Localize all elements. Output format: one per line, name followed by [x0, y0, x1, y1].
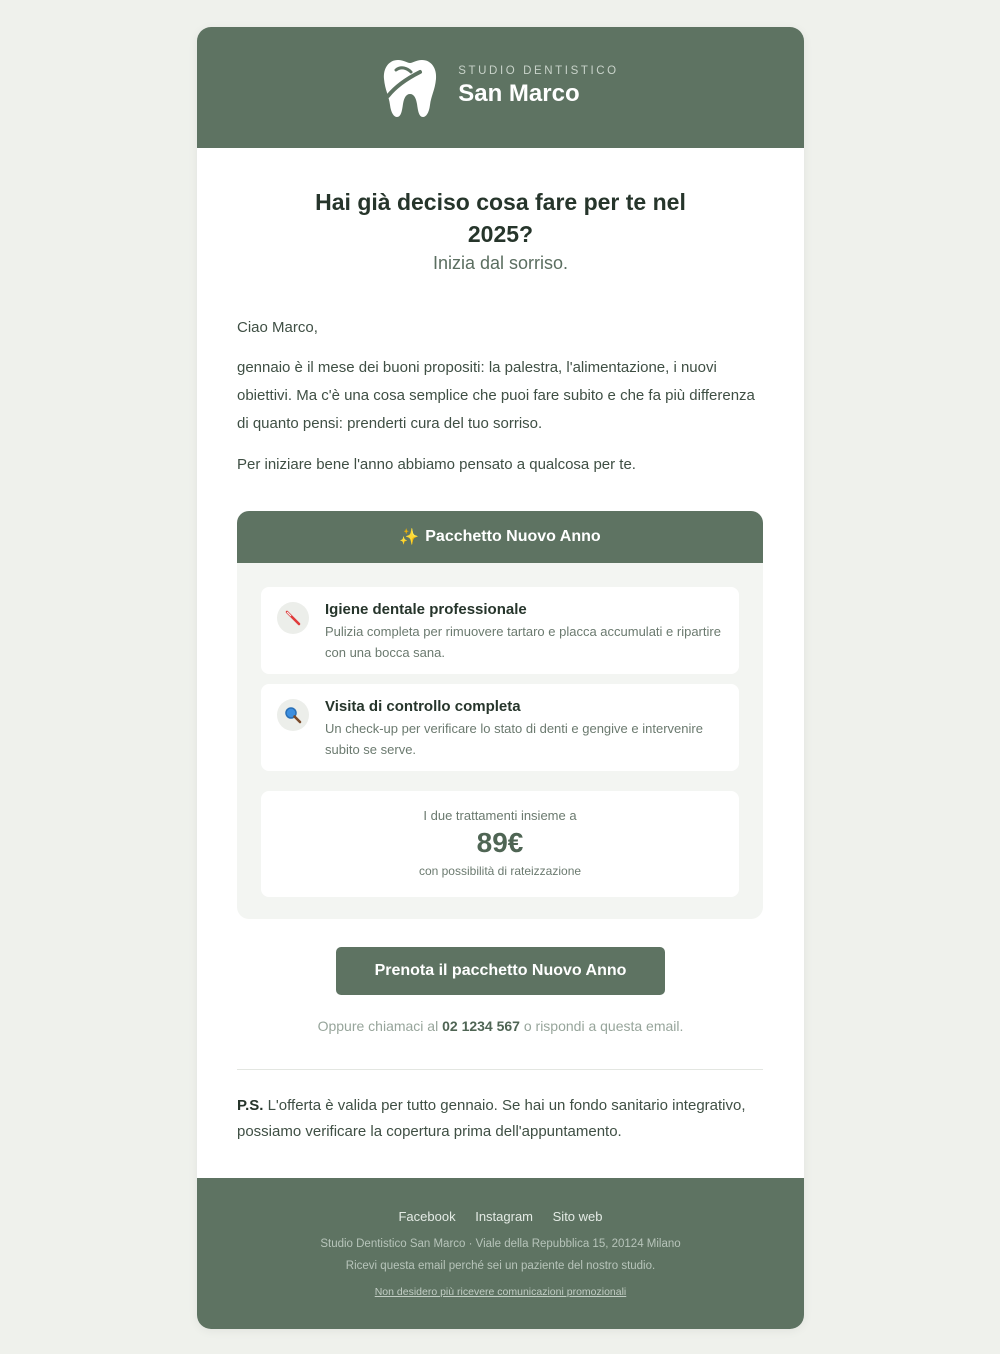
brand-logo — [382, 58, 618, 118]
facebook-link[interactable]: Facebook — [398, 1209, 456, 1224]
magnifier-icon — [277, 699, 309, 731]
brand-text — [458, 64, 619, 108]
price-box — [261, 791, 739, 897]
price-note: con possibilità di rateizzazione — [418, 864, 582, 878]
website-link[interactable]: Sito web — [552, 1209, 603, 1224]
item-description: Pulizia completa per rimuovere tartaro e placca accumulati e ripartire con una bocca sana. — [325, 624, 721, 660]
tooth-icon — [382, 58, 438, 118]
hero-section — [197, 148, 804, 274]
ps-label: P.S. — [237, 1097, 264, 1114]
package-item — [261, 684, 739, 771]
book-package-button[interactable]: Prenota il pacchetto Nuovo Anno — [336, 947, 665, 995]
sparkles-icon: ✨ — [399, 529, 420, 546]
item-title: Visita di controllo completa — [325, 698, 521, 715]
brand-tagline: STUDIO DENTISTICO — [458, 64, 619, 77]
package-item — [261, 587, 739, 674]
footer-reason: Ricevi questa email perché sei un paziente del nostro studio. — [345, 1260, 656, 1272]
package-box — [237, 511, 763, 919]
divider — [237, 1069, 763, 1070]
greeting: Ciao Marco, — [237, 319, 318, 336]
package-items — [237, 563, 763, 897]
offer-lead-paragraph: Per iniziare bene l'anno abbiamo pensato a qualcosa per te. — [237, 456, 636, 473]
toothbrush-icon — [277, 602, 309, 634]
hero-subtitle: Inizia dal sorriso. — [432, 253, 569, 273]
phone-number[interactable]: 02 1234 567 — [442, 1018, 520, 1034]
ps-text: L'offerta è valida per tutto gennaio. Se hai un fondo sanitario integrativo, possiamo verificare la copertura prima dell'appuntamento. — [237, 1097, 746, 1140]
footer-links — [197, 1209, 804, 1224]
email-header — [197, 27, 804, 148]
postscript — [237, 1093, 764, 1145]
brand-name: San Marco — [458, 79, 580, 107]
unsubscribe-link[interactable]: Non desidero più ricevere comunicazioni promozionali — [374, 1286, 627, 1298]
package-title: Pacchetto Nuovo Anno — [425, 528, 601, 545]
intro-paragraph: gennaio è il mese dei buoni propositi: la palestra, l'alimentazione, i nuovi obiettivi. Ma c'è una cosa semplice che puoi fare subito e che fa più differenza di quanto pensi: prenderti cura del tuo sorriso. — [237, 359, 755, 432]
package-header — [237, 511, 763, 563]
price-label: I due trattamenti insieme a — [423, 808, 577, 823]
instagram-link[interactable]: Instagram — [475, 1209, 534, 1224]
cta-section — [237, 947, 764, 995]
email-card — [197, 27, 804, 1329]
item-title: Igiene dentale professionale — [325, 601, 527, 618]
email-body — [197, 319, 804, 1145]
footer-address: Studio Dentistico San Marco · Viale della Repubblica 15, 20124 Milano — [320, 1238, 681, 1250]
price-value: 89€ — [476, 827, 524, 858]
call-info — [237, 1018, 764, 1034]
hero-title: Hai già deciso cosa fare per te nel 2025? — [315, 189, 686, 247]
item-description: Un check-up per verificare lo stato di denti e gengive e intervenire subito se serve. — [325, 721, 703, 757]
email-footer — [197, 1178, 804, 1329]
call-prefix: Oppure chiamaci al — [317, 1018, 439, 1034]
call-suffix: o rispondi a questa email. — [523, 1018, 684, 1034]
